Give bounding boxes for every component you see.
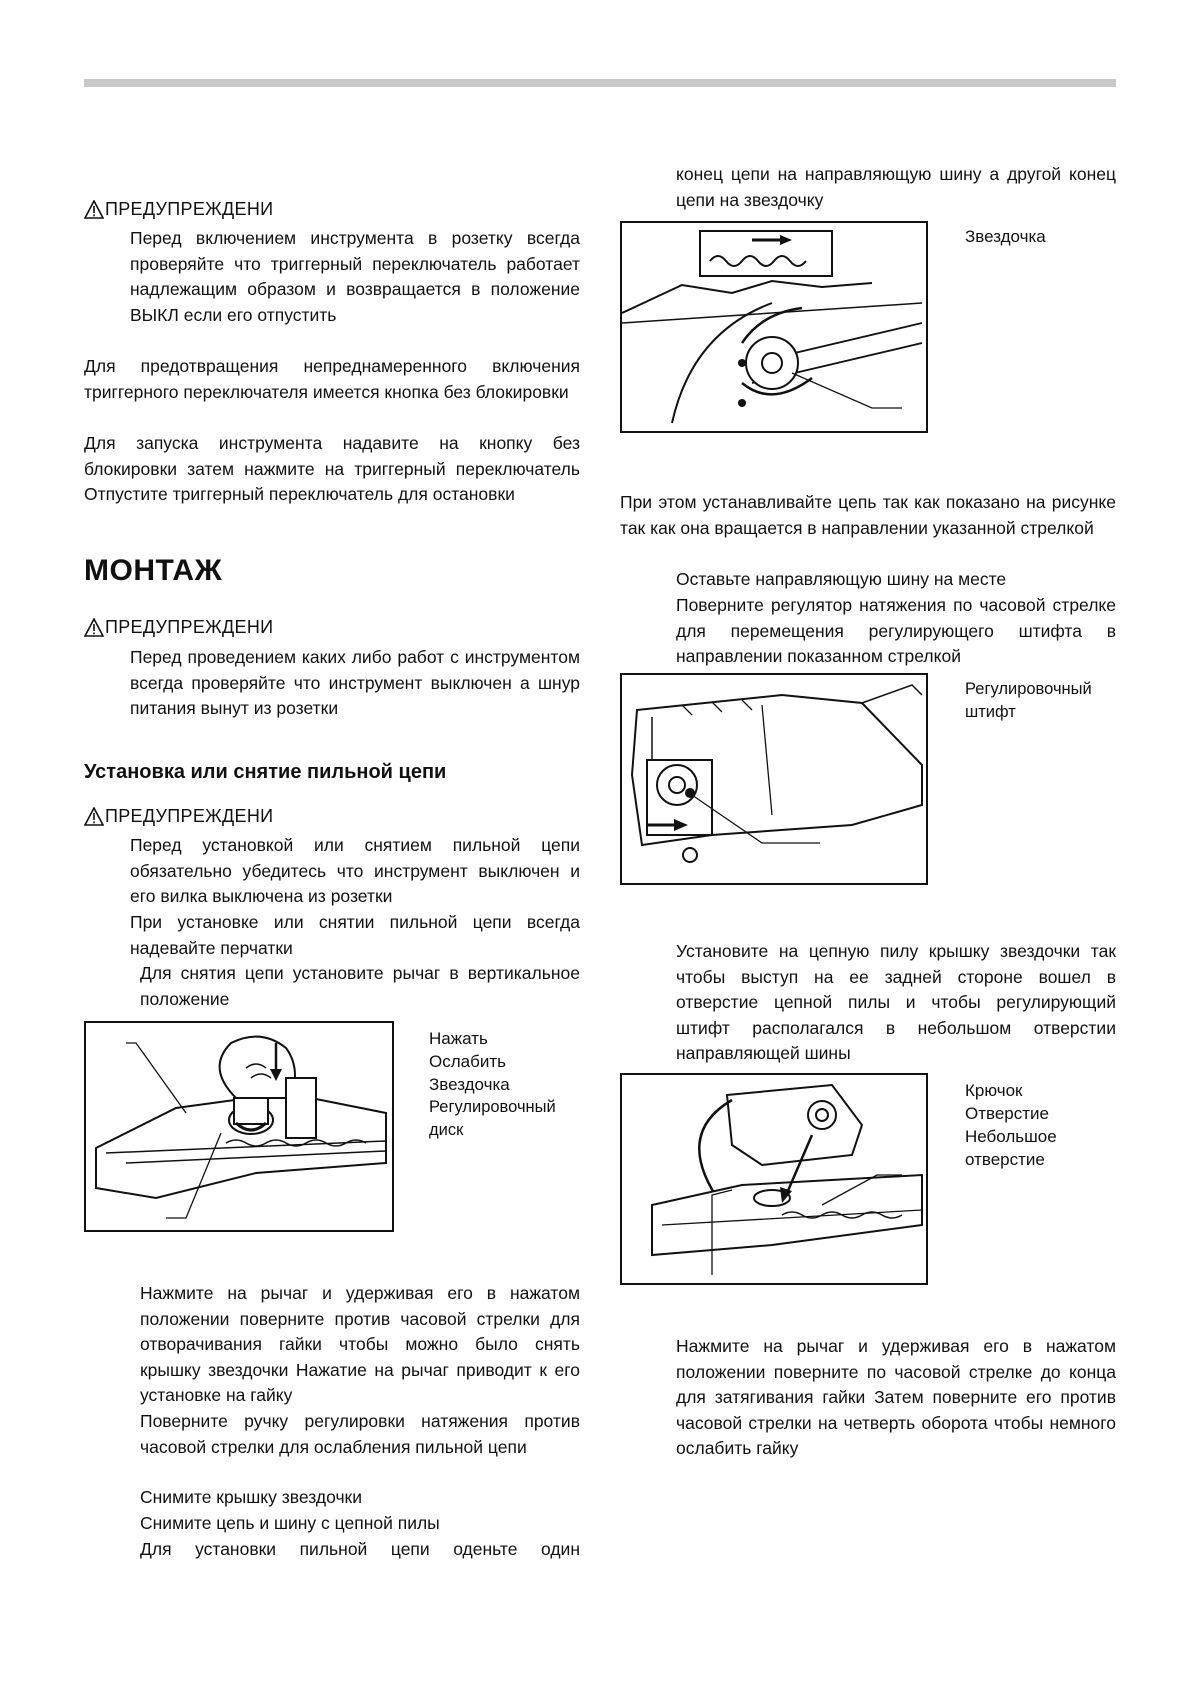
step-remove-cover: Снимите крышку звездочки	[140, 1487, 362, 1507]
adjusting-pin-illustration	[622, 675, 926, 883]
chainsaw-lever-illustration	[86, 1023, 392, 1230]
legend-press: Нажать	[429, 1029, 488, 1048]
cover-install-illustration	[622, 1075, 926, 1283]
warning-text-1: Перед включением инструмента в розетку всегда проверяйте что триггерный переключатель работает надлежащим образом и возвращается в положение ВЫКЛ если его отпустить	[130, 228, 580, 325]
legend-pin: штифт	[965, 703, 1016, 721]
warning-triangle-icon	[84, 807, 104, 826]
warning-title: ПРЕДУПРЕЖДЕНИ	[105, 617, 274, 637]
paragraph-lock-off: Для предотвращения непреднамеренного включения триггерного переключателя имеется кнопка без блокировки	[84, 356, 580, 402]
figure4-legend	[965, 1079, 1057, 1171]
legend-hole: Отверстие	[965, 1104, 1049, 1123]
header-rule	[84, 79, 1116, 87]
warning-title: ПРЕДУПРЕЖДЕНИ	[105, 806, 274, 826]
legend-sprocket: Звездочка	[429, 1075, 510, 1094]
legend-loosen: Ослабить	[429, 1052, 506, 1071]
figure-chain-sprocket	[620, 221, 928, 433]
step-turn-knob: Поверните ручку регулировки натяжения против часовой стрелки для ослабления пильной цепи	[140, 1411, 580, 1457]
legend-small: Небольшое	[965, 1127, 1057, 1146]
step-continue: конец цепи на направляющую шину а другой конец цепи на звездочку	[676, 164, 1116, 210]
figure1-legend	[429, 1027, 556, 1142]
section-title: МОНТАЖ	[84, 554, 223, 587]
warning-triangle-icon	[84, 200, 104, 219]
figure2-legend	[965, 225, 1046, 248]
legend-sprocket: Звездочка	[965, 227, 1046, 246]
warning-title: ПРЕДУПРЕЖДЕНИ	[105, 199, 274, 219]
legend-small-hole: отверстие	[965, 1150, 1045, 1169]
step-remove-chain: Снимите цепь и шину с цепной пилы	[140, 1513, 440, 1533]
step-press-lever: Нажмите на рычаг и удерживая его в нажатом положении поверните против часовой стрелки для отворачивания гайки чтобы можно было снять крышку звездочки Нажатие на рычаг приводит к его установке на гайку	[140, 1283, 580, 1405]
figure-cover-install	[620, 1073, 928, 1285]
warning-heading-3	[84, 806, 273, 827]
legend-adjust: Регулировочный	[965, 680, 1092, 698]
legend-hook: Крючок	[965, 1081, 1023, 1100]
warning-text-3b: При установке или снятии пильной цепи всегда надевайте перчатки	[130, 912, 580, 958]
paragraph-start: Для запуска инструмента надавите на кнопку без блокировки затем нажмите на триггерный переключатель Отпустите триггерный переключатель для остановки	[84, 433, 580, 504]
paragraph-direction: При этом устанавливайте цепь так как показано на рисунке так как она вращается в направлении указанной стрелкой	[620, 492, 1116, 538]
step-vertical: Для снятия цепи установите рычаг в вертикальное положение	[140, 963, 580, 1009]
warning-heading-2	[84, 617, 273, 638]
step-rotate-tensioner: Поверните регулятор натяжения по часовой стрелке для перемещения регулирующего штифта в направлении показанном стрелкой	[676, 595, 1116, 666]
warning-triangle-icon	[84, 618, 104, 637]
legend-adjust: Регулировочный	[429, 1098, 556, 1116]
chain-sprocket-illustration	[622, 223, 926, 431]
warning-text-2: Перед проведением каких либо работ с инструментом всегда проверяйте что инструмент выключен а шнур питания вынут из розетки	[130, 647, 580, 718]
legend-disc: диск	[429, 1121, 464, 1139]
step-install: Для установки пильной цепи оденьте один	[140, 1539, 580, 1559]
figure3-legend	[965, 678, 1092, 724]
step-install-cover: Установите на цепную пилу крышку звездочки так чтобы выступ на ее задней стороне вошел в отверстие цепной пилы и чтобы регулирующий штифт располагался в небольшом отверстии направляющей шины	[676, 941, 1116, 1063]
figure-adjusting-pin	[620, 673, 928, 885]
figure-lever-release	[84, 1021, 394, 1232]
step-leave-bar: Оставьте направляющую шину на месте	[676, 569, 1007, 589]
warning-heading-1	[84, 199, 273, 220]
subsection-title: Установка или снятие пильной цепи	[84, 761, 447, 783]
warning-text-3a: Перед установкой или снятием пильной цепи обязательно убедитесь что инструмент выключен и его вилка выключена из розетки	[130, 835, 580, 906]
step-tighten-nut: Нажмите на рычаг и удерживая его в нажатом положении поверните по часовой стрелке до конца для затягивания гайки Затем поверните его против часовой стрелки на четверть оборота чтобы немного ослабить гайку	[676, 1336, 1116, 1458]
